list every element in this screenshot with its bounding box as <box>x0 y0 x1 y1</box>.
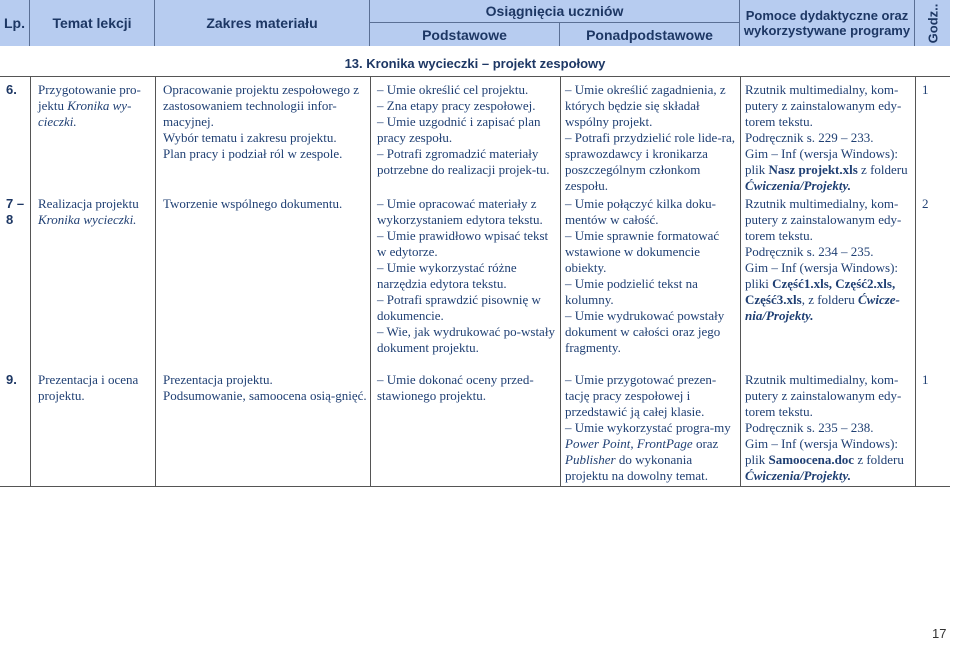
row2-pomoce-text2: , z folderu <box>801 292 858 307</box>
row1-pomoce-folder: Ćwiczenia/Projekty. <box>745 178 852 193</box>
row1-godz: 1 <box>922 82 929 97</box>
row2-temat-italic: Kronika wycieczki. <box>38 212 137 227</box>
row3-pomoce <box>745 372 913 484</box>
row1-lp: 6. <box>6 82 17 97</box>
header-godz <box>915 0 950 46</box>
row3-ponad-text2: oraz <box>692 436 719 451</box>
row2-pomoce-text: Rzutnik multimedialny, kom-putery z zainstalowanym edy-torem tekstu. Podręcznik s. 234 – 235. Gim – Inf (wersja Windows): pliki <box>745 196 902 291</box>
page-number: 17 <box>932 626 947 641</box>
row3-godz: 1 <box>922 372 929 387</box>
col-divider <box>30 76 31 486</box>
col-divider <box>155 76 156 486</box>
row2-lp: 7 – 8 <box>6 196 25 227</box>
col-divider <box>915 76 916 486</box>
row1-pomoce-text2: z folderu <box>857 162 908 177</box>
row2-zakres: Tworzenie wspólnego dokumentu. <box>163 196 343 211</box>
row3-ponadpodstawowe <box>565 372 737 484</box>
row3-zakres: Prezentacja projektu. Podsumowanie, samoocena osią-gnięć. <box>163 372 367 403</box>
row2-godz: 2 <box>922 196 929 211</box>
row1-pomoce <box>745 82 913 194</box>
row1-ponadpodstawowe: – Umie określić zagadnienia, z których będzie się składał wspólny projekt. – Potrafi przydzielić role lide-ra, sprawozdawcy i kronikarza poszczególnym członkom zespołu. <box>565 82 736 193</box>
row1-podstawowe: – Umie określić cel projektu. – Zna etapy pracy zespołowej. – Umie uzgodnić i zapisać plan pracy zespołu. – Potrafi zgromadzić materiały potrzebne do realizacji projek-tu. <box>377 82 550 177</box>
row2-podstawowe: – Umie opracować materiały z wykorzystaniem edytora tekstu. – Umie prawidłowo wpisać tekst w edytorze. – Umie wykorzystać różne narzędzia edytora tekstu. – Potrafi sprawdzić pisownię w dokumencie. – Wie, jak wydrukować po-wstały dokument projektu. <box>377 196 555 355</box>
row1-pomoce-file: Nasz projekt.xls <box>768 162 858 177</box>
header-osiagniecia: Osiągnięcia uczniów <box>370 0 740 23</box>
header-godz-label: Godz.. <box>925 3 940 43</box>
row3-pomoce-text: Rzutnik multimedialny, kom-putery z zainstalowanym edy-torem tekstu. Podręcznik s. 235 – 238. Gim – Inf (wersja Windows): plik <box>745 372 902 467</box>
row3-lp: 9. <box>6 372 17 387</box>
row2-pomoce <box>745 196 913 324</box>
row3-ponad-text3: do wykonania projektu na dowolny temat. <box>565 452 708 483</box>
col-divider <box>560 76 561 486</box>
header-temat: Temat lekcji <box>30 0 155 46</box>
header-zakres: Zakres materiału <box>155 0 370 46</box>
header-ponadpodstawowe: Ponadpodstawowe <box>560 23 740 46</box>
row3-podstawowe: – Umie dokonać oceny przed-stawionego projektu. <box>377 372 534 403</box>
header-lp: Lp. <box>0 0 30 46</box>
row2-pomoce-file: Część1.xls, Część2.xls, Część3.xls <box>745 276 896 307</box>
table-bottom-border <box>0 486 950 487</box>
row3-temat-text: Prezentacja i ocena projektu. <box>38 372 139 403</box>
row1-temat <box>38 82 152 130</box>
section-title: 13. Kronika wycieczki – projekt zespołowy <box>344 56 606 71</box>
row3-temat <box>38 372 152 404</box>
row3-ponad-programs: Power Point, FrontPage <box>565 436 693 451</box>
row3-pomoce-file: Samoocena.doc <box>768 452 855 467</box>
header-pomoce: Pomoce dydaktyczne oraz wykorzystywane programy <box>740 0 915 46</box>
row3-ponad-publisher: Publisher <box>565 452 616 467</box>
row1-pomoce-text: Rzutnik multimedialny, kom-putery z zainstalowanym edy-torem tekstu. Podręcznik s. 229 – 233. Gim – Inf (wersja Windows): plik <box>745 82 902 177</box>
row2-temat-text: Realizacja projektu <box>38 196 139 211</box>
row1-zakres: Opracowanie projektu zespołowego z zastosowaniem technologii infor-macyjnej. Wybór tematu i zakresu projektu. Plan pracy i podział ról w zespole. <box>163 82 360 161</box>
row2-pomoce-folder: Ćwicze-nia/Projekty. <box>745 292 900 323</box>
row3-ponad-text: – Umie przygotować prezen-tację pracy zespołowej i przedstawić ją całej klasie. – Umie wykorzystać progra-my <box>565 372 731 435</box>
row1-temat-text: Przygotowanie pro-jektu <box>38 82 141 113</box>
row2-ponadpodstawowe: – Umie połączyć kilka doku-mentów w całość. – Umie sprawnie formatować wstawione w dokumencie obiekty. – Umie podzielić tekst na kolumny. – Umie wydrukować powstały dokument w całości oraz jego fragmenty. <box>565 196 725 355</box>
row3-pomoce-folder: Ćwiczenia/Projekty. <box>745 468 852 483</box>
row1-temat-italic: Kronika wy-cieczki. <box>38 98 132 129</box>
row3-pomoce-text2: z folderu <box>854 452 904 467</box>
table-top-border <box>0 76 950 77</box>
header-podstawowe: Podstawowe <box>370 23 560 46</box>
row2-temat <box>38 196 152 228</box>
col-divider <box>740 76 741 486</box>
col-divider <box>370 76 371 486</box>
